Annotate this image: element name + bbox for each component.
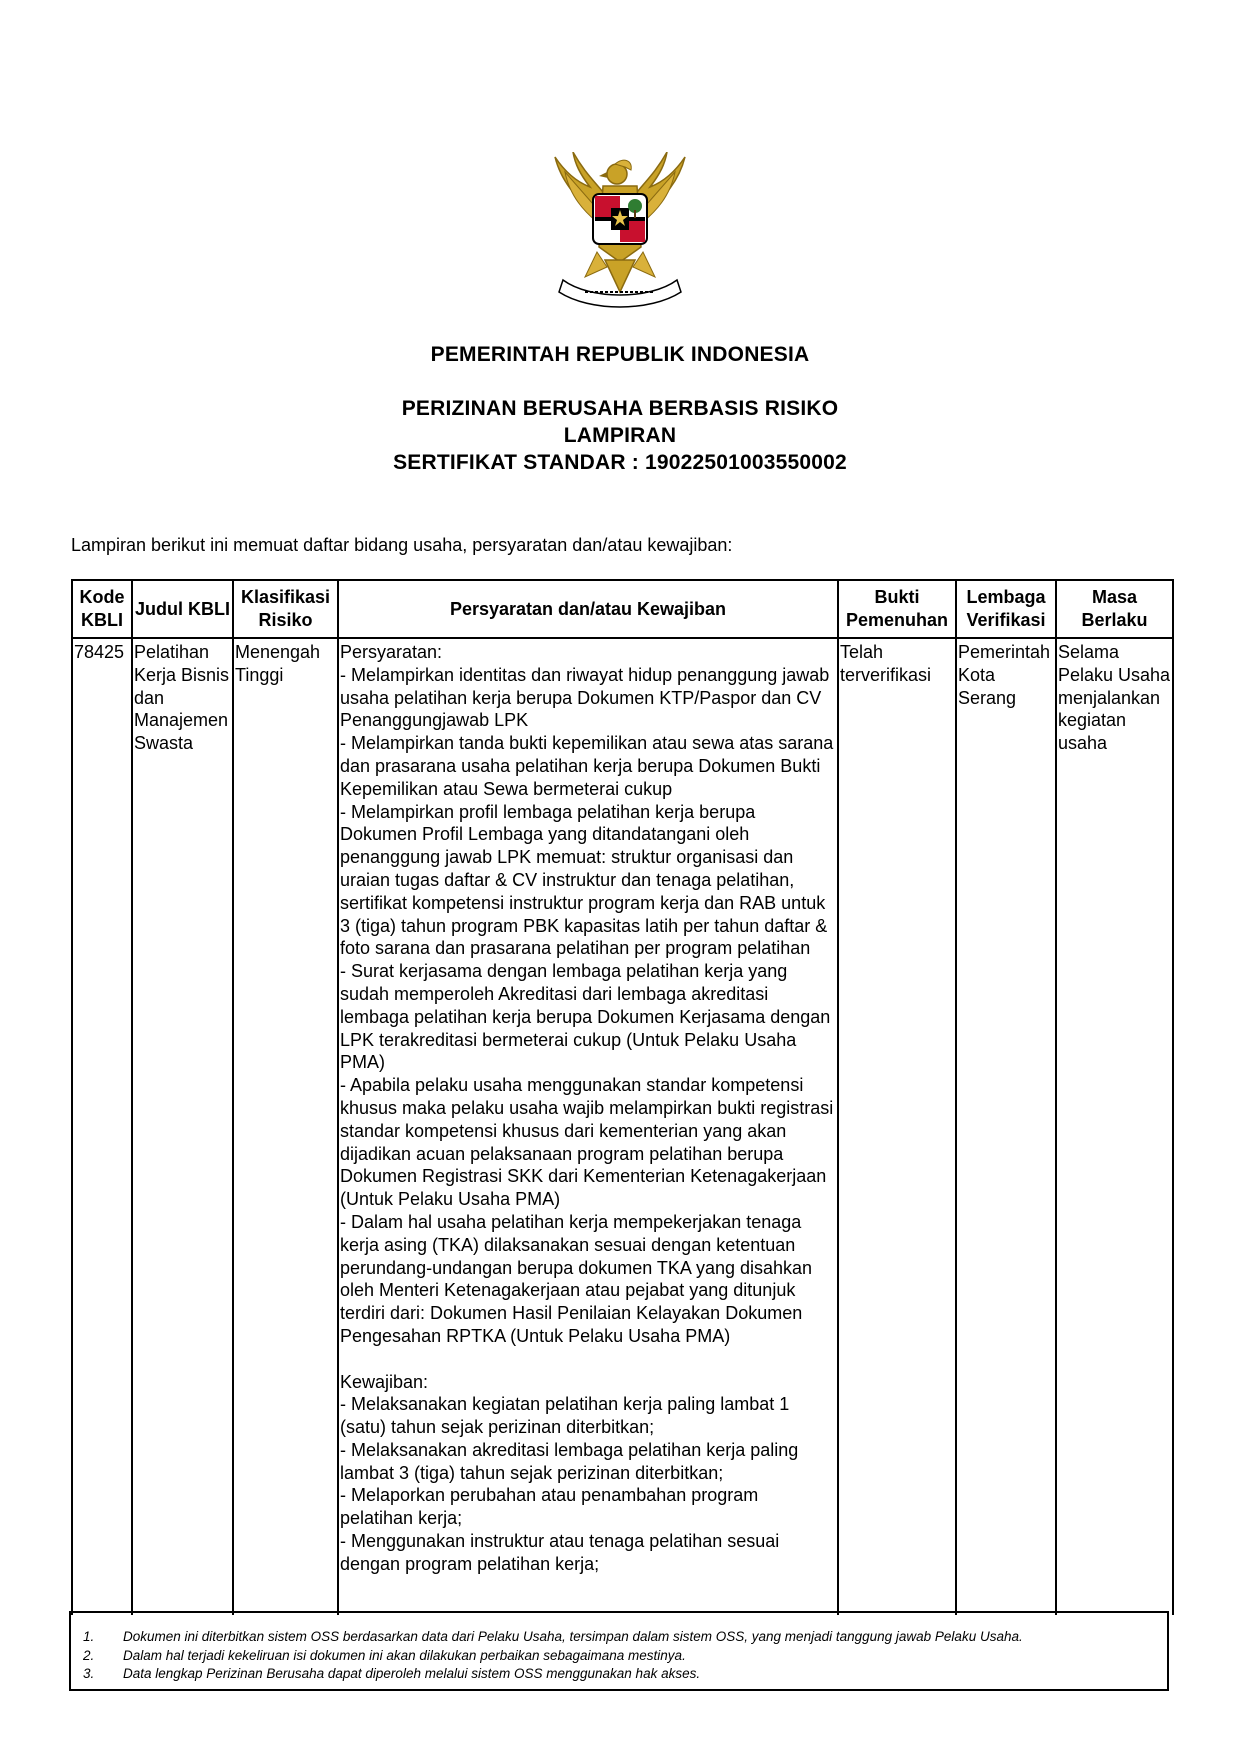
- table-header-row: [72, 580, 1173, 638]
- footer-note-text: Dokumen ini diterbitkan sistem OSS berdasarkan data dari Pelaku Usaha, tersimpan dalam sistem OSS, yang menjadi tanggung jawab Pelaku Usaha.: [123, 1629, 1023, 1644]
- footer-note-text: Dalam hal terjadi kekeliruan isi dokumen ini akan dilakukan perbaikan sebagaimana mestinya.: [123, 1647, 686, 1663]
- intro-text: Lampiran berikut ini memuat daftar bidang usaha, persyaratan dan/atau kewajiban:: [71, 535, 733, 555]
- cell-klasifikasi-risiko: Menengah Tinggi: [233, 638, 338, 1615]
- footer-notes: [69, 1611, 1169, 1691]
- footer-note: [83, 1628, 1167, 1647]
- footer-note-text: Data lengkap Perizinan Berusaha dapat diperoleh melalui sistem OSS menggunakan hak akses.: [123, 1666, 701, 1681]
- header-bukti-pemenuhan: Bukti Pemenuhan: [838, 580, 956, 638]
- cell-masa-berlaku: Selama Pelaku Usaha menjalankan kegiatan usaha: [1056, 638, 1173, 1615]
- garuda-emblem-icon: [545, 152, 695, 312]
- header-masa-berlaku: Masa Berlaku: [1056, 580, 1173, 638]
- header-lembaga-verifikasi: Lembaga Verifikasi: [956, 580, 1056, 638]
- requirements-table: [71, 579, 1174, 1615]
- cell-persyaratan: Persyaratan: - Melampirkan identitas dan riwayat hidup penanggung jawab usaha pelatihan kerja berupa Dokumen KTP/Paspor dan CV Penanggungjawab LPK - Melampirkan tanda bukti kepemilikan atau sewa atas sarana dan prasarana usaha pelatihan kerja berupa Dokumen Bukti Kepemilikan atau Sewa bermeterai cukup - Melampirkan profil lembaga pelatihan kerja berupa Dokumen Profil Lembaga yang ditandatangani oleh penanggung jawab LPK memuat: struktur organisasi dan uraian tugas daftar & CV instruktur dan tenaga pelatihan, sertifikat kompetensi instruktur program kerja dan RAB untuk 3 (tiga) tahun program PBK kapasitas latih per tahun daftar & foto sarana dan prasarana pelatihan per program pelatihan - Surat kerjasama dengan lembaga pelatihan kerja yang sudah memperoleh Akreditasi dari lembaga akreditasi lembaga pelatihan kerja berupa Dokumen Kerjasama dengan LPK terakreditasi bermeterai cukup (Untuk Pelaku Usaha PMA) - Apabila pelaku usaha menggunakan standar kompetensi khusus maka pelaku usaha wajib melampirkan bukti registrasi standar kompetensi khusus dari kementerian yang akan dijadikan acuan pelaksanaan program pelatihan berupa Dokumen Registrasi SKK dari Kementerian Ketenagakerjaan (Untuk Pelaku Usaha PMA) - Dalam hal usaha pelatihan kerja mempekerjakan tenaga kerja asing (TKA) dilaksanakan sesuai dengan ketentuan perundang-undangan berupa dokumen TKA yang disahkan oleh Menteri Ketenagakerjaan atau pejabat yang ditunjuk terdiri dari: Dokumen Hasil Penilaian Kelayakan Dokumen Pengesahan RPTKA (Untuk Pelaku Usaha PMA) Kewajiban: - Melaksanakan kegiatan pelatihan kerja paling lambat 1 (satu) tahun sejak perizinan diterbitkan; - Melaksanakan akreditasi lembaga pelatihan kerja paling lambat 3 (tiga) tahun sejak perizinan diterbitkan; - Melaporkan perubahan atau penambahan program pelatihan kerja; - Menggunakan instruktur atau tenaga pelatihan sesuai dengan program pelatihan kerja;: [338, 638, 838, 1615]
- document-title: PERIZINAN BERUSAHA BERBASIS RISIKO: [401, 397, 839, 420]
- cell-kode-kbli: 78425: [72, 638, 132, 1615]
- cell-judul-kbli: Pelatihan Kerja Bisnis dan Manajemen Swasta: [132, 638, 233, 1615]
- cell-lembaga-verifikasi: Pemerintah Kota Serang: [956, 638, 1056, 1615]
- footer-note-number: 2.: [83, 1647, 95, 1663]
- header-judul-kbli: Judul KBLI: [132, 580, 233, 638]
- table-row: [72, 638, 1173, 1615]
- footer-note: [83, 1647, 1167, 1666]
- header-klasifikasi-risiko: Klasifikasi Risiko: [233, 580, 338, 638]
- footer-note: [83, 1665, 1167, 1684]
- document-subtitle: LAMPIRAN: [563, 424, 677, 447]
- header-kode-kbli: Kode KBLI: [72, 580, 132, 638]
- header-persyaratan: Persyaratan dan/atau Kewajiban: [338, 580, 838, 638]
- footer-note-number: 1.: [83, 1629, 95, 1644]
- certificate-number: SERTIFIKAT STANDAR : 19022501003550002: [393, 451, 847, 474]
- footer-note-number: 3.: [83, 1666, 95, 1681]
- government-title: PEMERINTAH REPUBLIK INDONESIA: [430, 343, 810, 366]
- cell-bukti-pemenuhan: Telah terverifikasi: [838, 638, 956, 1615]
